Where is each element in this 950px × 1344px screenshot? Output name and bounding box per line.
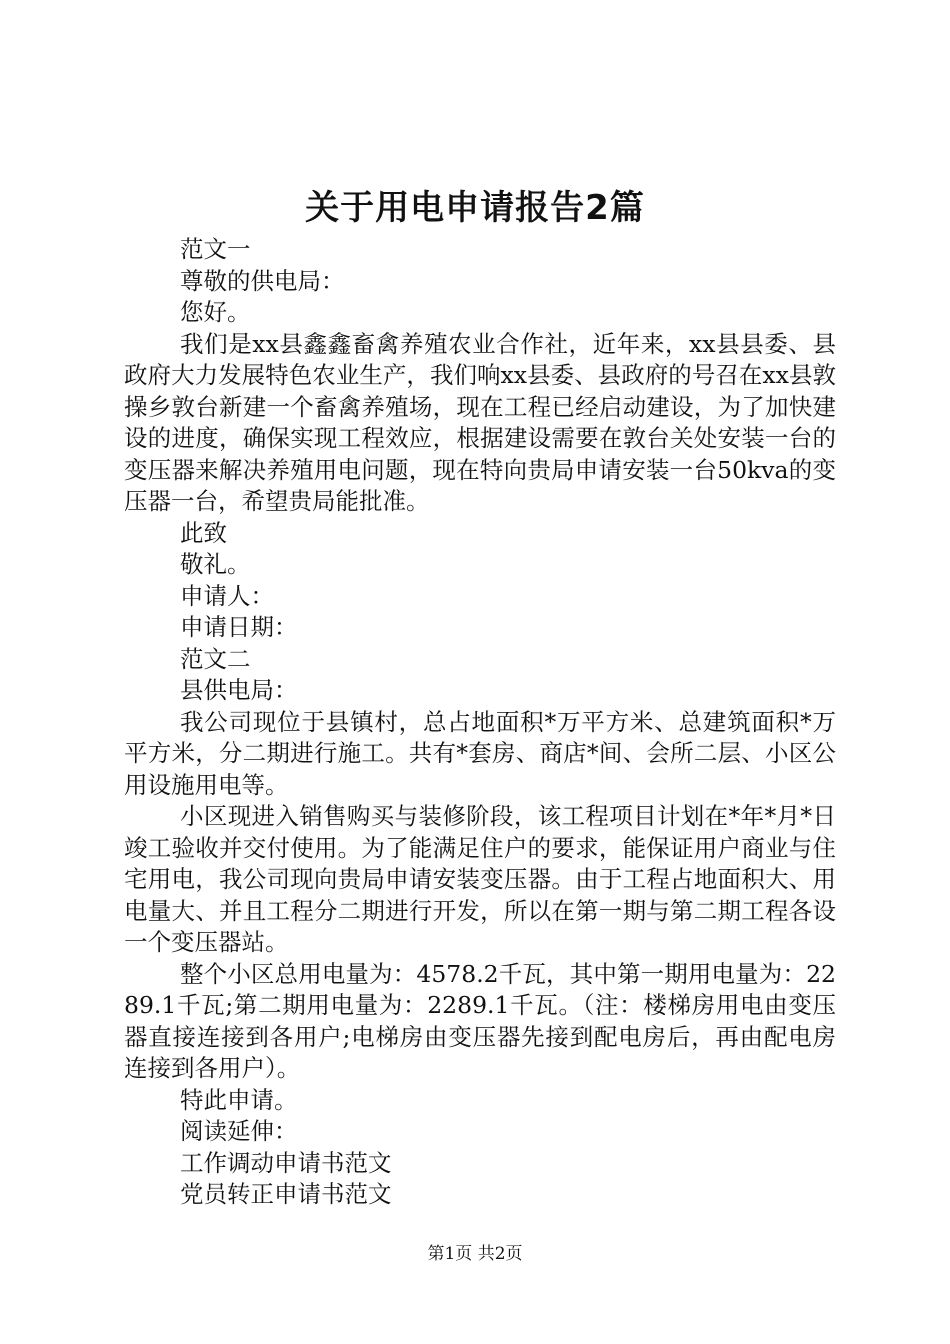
paragraph-further-reading: 阅读延伸： [180, 1117, 298, 1145]
paragraph-project-status: 小区现进入销售购买与装修阶段，该工程项目计划在*年*月*日竣工验收并交付使用。为了能满足住户的要求，能保证用户商业与住宅用电，我公司现向贵局申请安装变压器。由于工程占地面积大、用电量大、并且工程分二期进行开发，所以在第一期与第二期工程各设一个变压器站。 [124, 802, 836, 956]
paragraph-application-date: 申请日期： [180, 613, 298, 641]
further-reading-link-1: 工作调动申请书范文 [180, 1148, 392, 1177]
further-reading-link-2: 党员转正申请书范文 [180, 1180, 392, 1208]
paragraph-closing-2: 敬礼。 [180, 550, 251, 578]
paragraph-applicant: 申请人： [180, 581, 274, 610]
paragraph-heading-sample-1: 范文一 [180, 235, 251, 263]
page-number-footer: 第1页 共2页 [427, 1244, 523, 1264]
paragraph-closing-request: 特此申请。 [180, 1085, 298, 1114]
paragraph-greeting: 您好。 [180, 298, 251, 326]
paragraph-salutation-2: 县供电局： [180, 676, 298, 704]
document-title: 关于用电申请报告2篇 [305, 188, 645, 228]
paragraph-company-info: 我公司现位于县镇村，总占地面积*万平方米、总建筑面积*万平方米，分二期进行施工。共有*套房、商店*间、会所二层、小区公用设施用电等。 [124, 707, 836, 799]
paragraph-salutation: 尊敬的供电局： [180, 266, 345, 295]
paragraph-heading-sample-2: 范文二 [180, 644, 251, 673]
paragraph-closing-1: 此致 [180, 518, 227, 547]
paragraph-request-body: 我们是xx县鑫鑫畜禽养殖农业合作社，近年来，xx县县委、县政府大力发展特色农业生产，我们响xx县委、县政府的号召在xx县敦操乡敦台新建一个畜禽养殖场，现在工程已经启动建设，为了加快建设的进度，确保实现工程效应，根据建设需要在敦台关处安装一台的变压器来解决养殖用电问题，现在特向贵局申请安装一台50kva的变压器一台，希望贵局能批准。 [124, 329, 836, 515]
paragraph-power-usage: 整个小区总用电量为：4578.2千瓦，其中第一期用电量为：2289.1千瓦;第二期用电量为：2289.1千瓦。（注：楼梯房用电由变压器直接连接到各用户;电梯房由变压器先接到配电房后，再由配电房连接到各用户）。 [124, 959, 836, 1082]
document-body [124, 234, 836, 1211]
